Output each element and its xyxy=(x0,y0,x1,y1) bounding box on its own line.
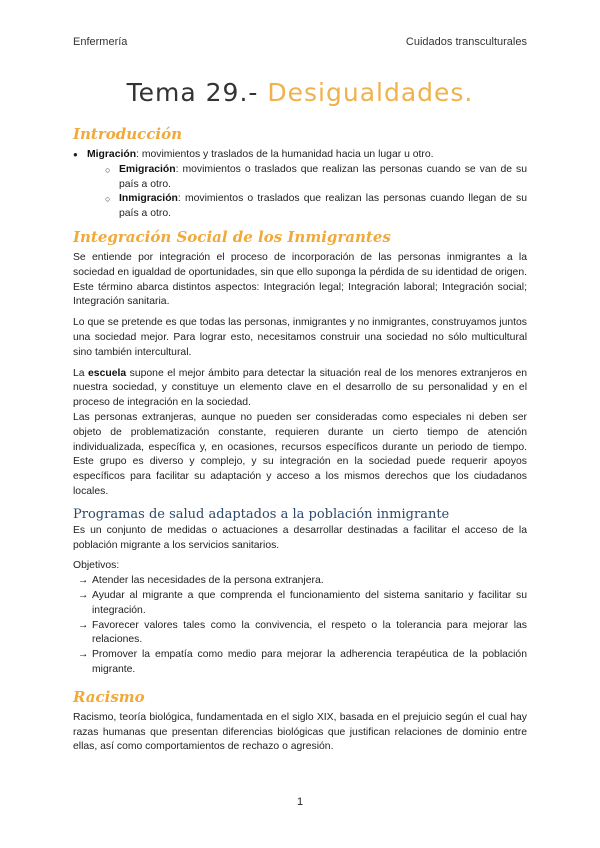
term-emigracion: Emigración xyxy=(119,163,176,175)
arrow-icon: → xyxy=(78,589,89,601)
intro-list xyxy=(73,148,527,222)
header-left: Enfermería xyxy=(73,36,128,48)
list-item xyxy=(73,148,527,222)
paragraph: Racismo, teoría biológica, fundamentada en el siglo XIX, basada en el prejuicio según el cual hay razas humanas que presentan diferencias biológicas que justifican relaciones de dominio entre ellas, así como comportamientos de rechazo o agresión. xyxy=(73,711,527,753)
list-item xyxy=(73,619,527,649)
definition-inmigracion: : movimientos o traslados que realizan las personas cuando llegan de su país a otro. xyxy=(119,193,527,220)
section-heading-racismo: Racismo xyxy=(73,687,145,706)
sublist xyxy=(87,163,527,222)
page-title xyxy=(0,78,600,107)
list-item xyxy=(105,192,527,222)
paragraph: Lo que se pretende es que todas las personas, inmigrantes y no inmigrantes, construyamos juntos una sociedad mejor. Para lograr esto, necesitamos construir una sociedad no sólo multicultural sino también intercultural. xyxy=(73,317,527,358)
term-migracion: Migración xyxy=(87,149,137,160)
header-right: Cuidados transculturales xyxy=(405,36,527,48)
paragraph: Se entiende por integración el proceso de incorporación de las personas inmigrantes a la sociedad en igualdad de oportunidades, sin que ello suponga la pérdida de su identidad de origen. Este término abarca distintos aspectos: Integración legal; Integración laboral; Integración social; Integración sanitaria. xyxy=(73,251,527,308)
list-item xyxy=(73,648,527,678)
term-escuela: escuela xyxy=(88,367,127,379)
objetivos-list xyxy=(73,574,527,678)
list-item xyxy=(73,589,527,619)
list-item xyxy=(105,163,527,193)
arrow-icon: → xyxy=(78,619,89,631)
section-heading-introduccion: Introducción xyxy=(73,125,183,143)
section-heading-integracion: Integración Social de los Inmigrantes xyxy=(73,227,391,246)
list-item-text: Promover la empatía como medio para mejorar la adherencia terapéutica de la población migrante. xyxy=(92,649,527,675)
list-item-text: Favorecer valores tales como la convivencia, el respeto o la tolerancia para mejorar las relaciones. xyxy=(92,619,527,646)
paragraph-text: supone el mejor ámbito para detectar la situación real de los menores extranjeros en nuestra sociedad, y constituye un elemento clave en el desarrollo de su personalidad y en el proceso de integración en la sociedad. xyxy=(73,367,527,409)
definition-migracion: : movimientos y traslados de la humanidad hacia un lugar u otro. xyxy=(136,149,434,160)
paragraph-text: La xyxy=(73,367,89,379)
list-item-text: Ayudar al migrante a que comprenda el funcionamiento del sistema sanitario y facilitar su integración. xyxy=(92,589,527,616)
list-item xyxy=(73,574,527,589)
definition-emigracion: : movimientos o traslados que realizan las personas cuando se van de su país a otro. xyxy=(119,163,527,190)
subheading-programas: Programas de salud adaptados a la población inmigrante xyxy=(73,506,450,522)
paragraph xyxy=(73,367,527,411)
objetivos-label: Objetivos: xyxy=(73,560,120,572)
document-body xyxy=(73,123,527,761)
arrow-icon: → xyxy=(78,649,89,661)
title-prefix: Tema 29.- xyxy=(126,78,268,107)
title-topic: Desigualdades. xyxy=(267,78,474,107)
arrow-icon: → xyxy=(78,575,89,587)
paragraph: Las personas extranjeras, aunque no pueden ser consideradas como especiales ni deben ser objeto de problematización constante, requieren durante un cierto tiempo de atención individualizada, específica y, en ocasiones, recursos específicos durante un periodo de tiempo. Este grupo es diverso y complejo, y su integración en la sociedad puede requerir apoyos específicos para facilitar su adaptación y acceso a los mismos derechos que los ciudadanos locales. xyxy=(73,411,527,497)
term-inmigracion: Inmigración xyxy=(119,193,178,205)
list-item-text: Atender las necesidades de la persona extranjera. xyxy=(92,575,324,587)
page-number: 1 xyxy=(296,796,304,808)
paragraph: Es un conjunto de medidas o actuaciones a desarrollar destinadas a facilitar el acceso de la población migrante a los servicios sanitarios. xyxy=(73,524,527,551)
